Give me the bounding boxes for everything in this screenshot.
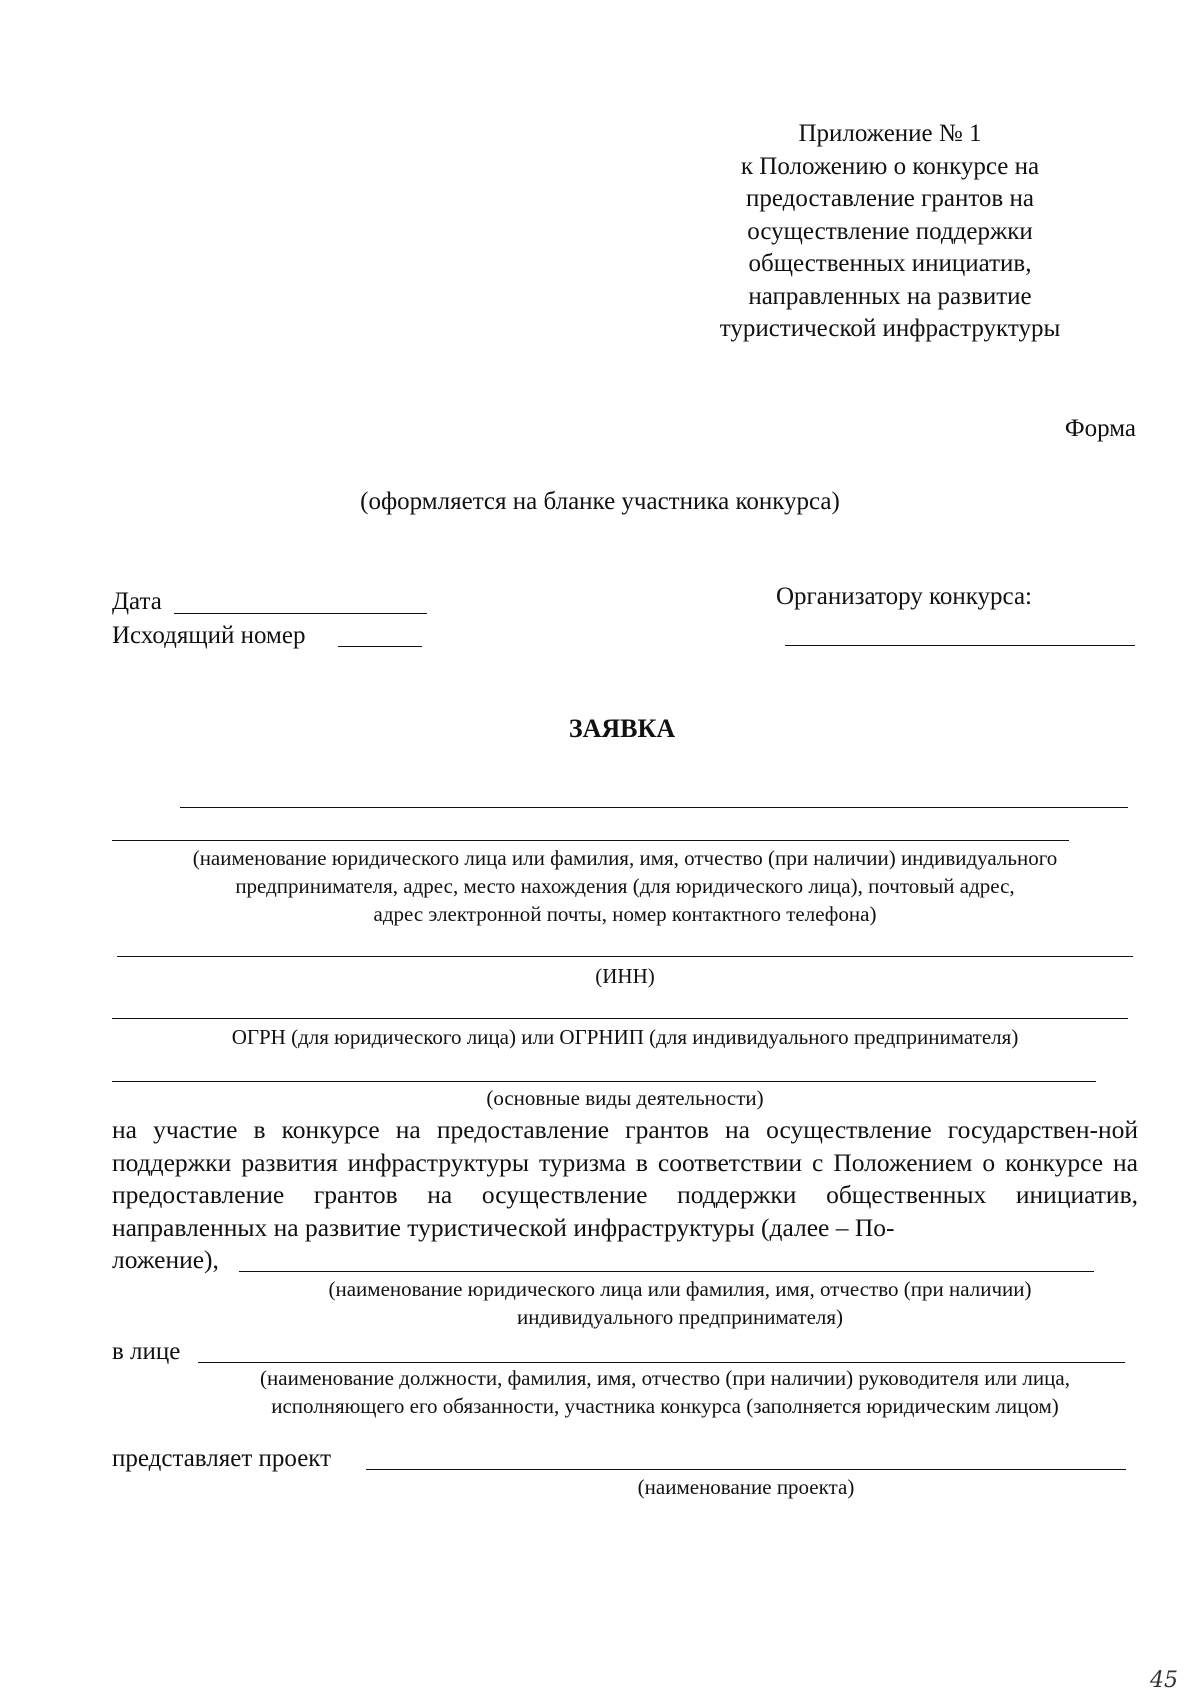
ogrn-field[interactable] <box>112 1018 1128 1019</box>
caption-line: (наименование юридического лица или фамилия, имя, отчество (при наличии) <box>328 1277 1032 1301</box>
outgoing-number-field[interactable] <box>338 646 422 647</box>
applicant-caption <box>112 844 1138 928</box>
activities-field[interactable] <box>112 1081 1096 1082</box>
applicant-name-field[interactable] <box>239 1271 1094 1272</box>
applicant-name-caption <box>240 1275 1120 1331</box>
caption-line: исполняющего его обязанности, участника конкурса (заполняется юридическим лицом) <box>271 1394 1059 1418</box>
paragraph-text: на участие в конкурсе на предоставление грантов на осуществление государствен-ной поддержки развития инфраструктуры туризма в соответствии с Положением о конкурсе на предоставление грантов на осуществление поддержки общественных инициатив, направленных на развитие туристической инфраструктуры (далее – По- <box>112 1115 1138 1242</box>
in-person-label: в лице <box>112 1338 181 1365</box>
appendix-line: направленных на развитие <box>748 282 1032 310</box>
presents-project-label: представляет проект <box>112 1445 332 1472</box>
inn-caption: (ИНН) <box>595 964 655 988</box>
application-paragraph <box>112 1114 1138 1277</box>
activities-caption: (основные виды деятельности) <box>486 1086 764 1110</box>
page-number: 45 <box>1150 1668 1178 1693</box>
appendix-line: туристической инфраструктуры <box>719 315 1061 342</box>
paragraph-last-line: ложение), <box>112 1245 219 1274</box>
appendix-line: к Положению о конкурсе на <box>740 152 1040 180</box>
appendix-header <box>700 118 1080 346</box>
caption-line: индивидуального предпринимателя) <box>516 1305 844 1329</box>
organizer-field[interactable] <box>785 645 1135 646</box>
organizer-label: Организатору конкурса: <box>776 583 1032 610</box>
blank-note: (оформляется на бланке участника конкурса) <box>360 488 840 515</box>
applicant-field-line-1[interactable] <box>180 807 1128 808</box>
date-field[interactable] <box>174 613 427 614</box>
appendix-line: предоставление грантов на <box>746 185 1034 212</box>
project-caption: (наименование проекта) <box>637 1475 855 1499</box>
in-person-field[interactable] <box>198 1362 1125 1363</box>
caption-line: (наименование должности, фамилия, имя, отчество (при наличии) руководителя или лица, <box>260 1366 1070 1390</box>
caption-line: адрес электронной почты, номер контактного телефона) <box>373 902 877 926</box>
inn-field[interactable] <box>117 956 1133 957</box>
caption-line: предпринимателя, адрес, место нахождения (для юридического лица), почтовый адрес, <box>235 874 1015 898</box>
date-label: Дата <box>112 588 162 615</box>
appendix-line: Приложение № 1 <box>798 120 982 147</box>
caption-line: (наименование юридического лица или фамилия, имя, отчество (при наличии) индивидуального <box>192 846 1058 870</box>
form-label: Форма <box>1064 415 1136 442</box>
appendix-line: общественных инициатив, <box>748 250 1032 277</box>
applicant-field-line-2[interactable] <box>112 840 1069 841</box>
ogrn-caption: ОГРН (для юридического лица) или ОГРНИП (для индивидуального предпринимателя) <box>231 1025 1019 1049</box>
outgoing-number-label: Исходящий номер <box>112 622 306 649</box>
project-name-field[interactable] <box>366 1469 1126 1470</box>
position-caption <box>190 1364 1140 1420</box>
appendix-line: осуществление поддержки <box>747 217 1033 245</box>
document-title: ЗАЯВКА <box>568 714 676 743</box>
